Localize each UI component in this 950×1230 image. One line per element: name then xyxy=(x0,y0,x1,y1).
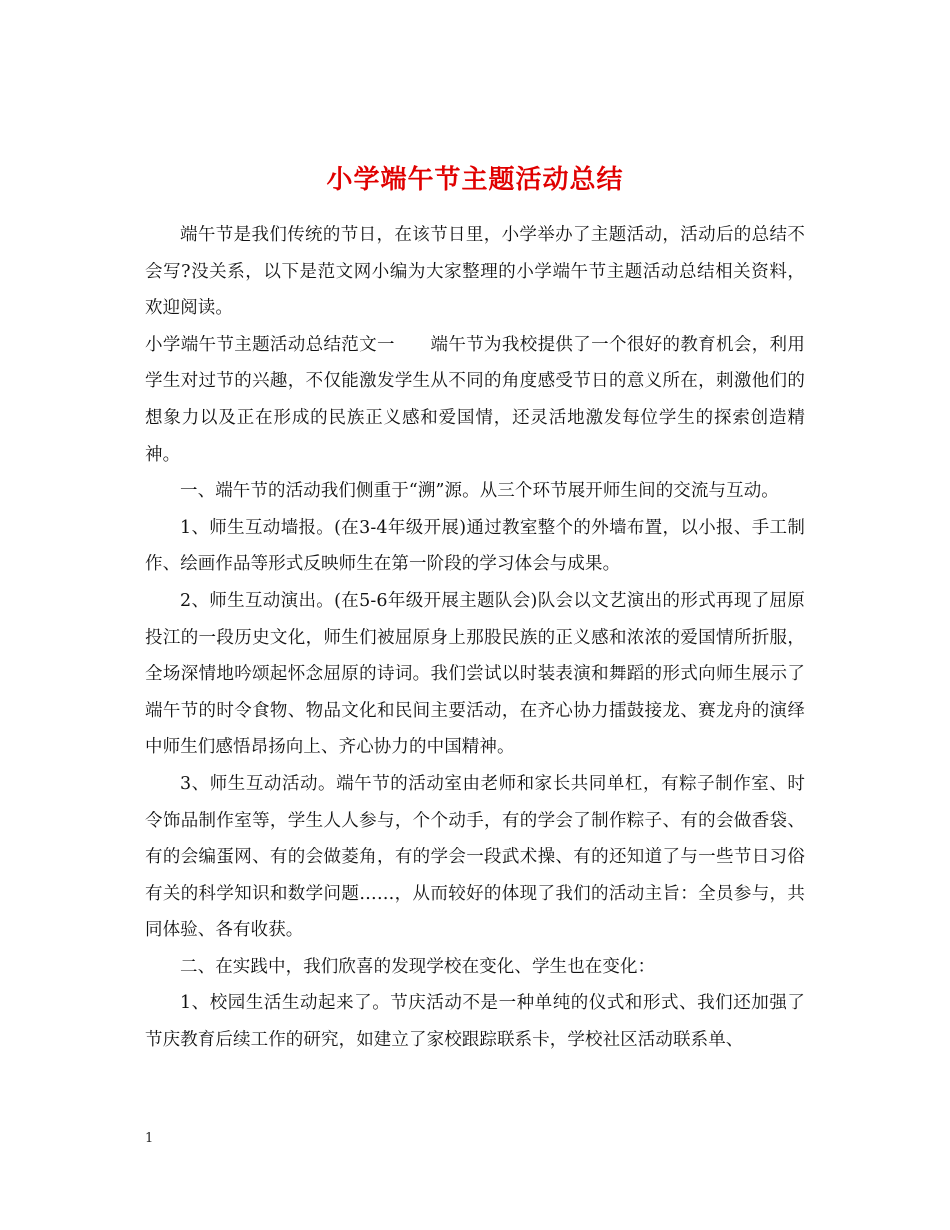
page-number: 1 xyxy=(145,1131,154,1146)
paragraph: 1、师生互动墙报。(在3-4年级开展)通过教室整个的外墙布置，以小报、手工制作、绘画作品等形式反映师生在第一阶段的学习体会与成果。 xyxy=(145,517,805,575)
paragraph: 1、校园生活生动起来了。节庆活动不是一种单纯的仪式和形式、我们还加强了节庆教育后续工作的研究，如建立了家校跟踪联系卡，学校社区活动联系单、 xyxy=(145,993,805,1051)
paragraph: 一、端午节的活动我们侧重于“溯”源。从三个环节展开师生间的交流与互动。 xyxy=(180,481,779,502)
paragraph: 端午节是我们传统的节日，在该节日里，小学举办了主题活动，活动后的总结不会写?没关系，以下是范文网小编为大家整理的小学端午节主题活动总结相关资料，欢迎阅读。 xyxy=(145,225,805,319)
document-body xyxy=(145,217,805,1059)
paragraph: 3、师生互动活动。端午节的活动室由老师和家长共同单杠，有粽子制作室、时令饰品制作室等，学生人人参与，个个动手，有的学会了制作粽子、有的会做香袋、有的会编蛋网、有的会做菱角，有的学会一段武术操、有的还知道了与一些节日习俗有关的科学知识和数学问题……，从而较好的体现了我们的活动主旨：全员参与，共同体验、各有收获。 xyxy=(145,773,805,941)
paragraph: 2、师生互动演出。(在5-6年级开展主题队会)队会以文艺演出的形式再现了屈原投江的一段历史文化，师生们被屈原身上那股民族的正义感和浓浓的爱国情所折服，全场深情地吟颂起怀念屈原的诗词。我们尝试以时装表演和舞蹈的形式向师生展示了端午节的时令食物、物品文化和民间主要活动，在齐心协力擂鼓接龙、赛龙舟的演绎中师生们感悟昂扬向上、齐心协力的中国精神。 xyxy=(145,590,805,758)
paragraph: 小学端午节主题活动总结范文一 端午节为我校提供了一个很好的教育机会，利用学生对过节的兴趣，不仅能激发学生从不同的角度感受节日的意义所在，刺激他们的想象力以及正在形成的民族正义感和爱国情，还灵活地激发每位学生的探索创造精神。 xyxy=(145,334,805,465)
page-title: 小学端午节主题活动总结 xyxy=(326,165,624,196)
paragraph: 二、在实践中，我们欣喜的发现学校在变化、学生也在变化： xyxy=(180,956,656,977)
